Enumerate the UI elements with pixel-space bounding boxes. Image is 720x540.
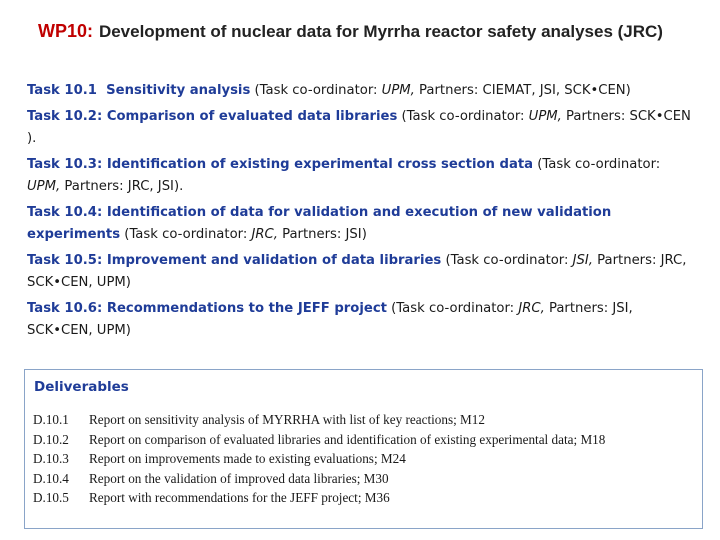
deliverables-list — [33, 410, 693, 508]
task-name: Identification of existing experimental cross section data — [106, 157, 534, 172]
task-item — [27, 106, 697, 150]
deliverable-text: Report on improvements made to existing evaluations; M24 — [89, 451, 406, 466]
task-coordinator: JSI, — [572, 253, 593, 268]
task-label: Task 10.1 — [27, 83, 97, 98]
task-coordinator-pre: (Task co-ordinator: — [445, 253, 573, 268]
task-item — [27, 202, 697, 246]
task-coordinator: JRC, — [251, 227, 278, 242]
deliverable-item — [33, 488, 693, 508]
task-list — [27, 80, 697, 346]
deliverable-code: D.10.4 — [33, 470, 69, 486]
task-label: Task 10.3: — [27, 157, 103, 172]
task-name: Comparison of evaluated data libraries — [106, 109, 398, 124]
deliverable-text: Report with recommendations for the JEFF project; M36 — [89, 490, 390, 505]
wp-number: WP10: — [38, 21, 94, 41]
task-partners: Partners: SCK•CEN ). — [27, 109, 691, 146]
wp-title: Development of nuclear data for Myrrha reactor safety analyses (JRC) — [98, 22, 663, 41]
deliverable-item — [33, 469, 693, 489]
task-partners: Partners: JSI, SCK•CEN, UPM) — [27, 301, 633, 338]
deliverable-item — [33, 410, 693, 430]
task-coordinator: JRC, — [518, 301, 545, 316]
task-coordinator: UPM, — [528, 109, 562, 124]
deliverable-text: Report on comparison of evaluated libraries and identification of existing experimental data; M18 — [89, 431, 606, 447]
task-item — [27, 298, 697, 342]
deliverable-text: Report on the validation of improved data libraries; M30 — [89, 470, 389, 486]
task-item — [27, 154, 697, 198]
deliverables-title: Deliverables — [34, 379, 129, 395]
task-name: Improvement and validation of data libraries — [106, 253, 442, 268]
task-partners: Partners: JRC, JSI). — [60, 179, 184, 194]
deliverable-code: D.10.3 — [33, 451, 69, 466]
task-item — [27, 80, 697, 102]
task-coordinator-pre: (Task co-ordinator: — [391, 301, 519, 316]
task-label: Task 10.4: — [27, 205, 103, 220]
task-partners: Partners: CIEMAT, JSI, SCK•CEN) — [414, 83, 631, 98]
task-partners: Partners: JSI) — [277, 227, 367, 242]
task-partners: Partners: JRC, SCK•CEN, UPM) — [27, 253, 687, 290]
deliverable-code: D.10.2 — [33, 431, 69, 447]
task-label: Task 10.2: — [27, 109, 103, 124]
task-coordinator-pre: (Task co-ordinator: — [401, 109, 529, 124]
task-name: Sensitivity analysis — [106, 83, 251, 98]
task-label: Task 10.5: — [27, 253, 103, 268]
deliverable-text: Report on sensitivity analysis of MYRRHA with list of key reactions; M12 — [89, 412, 485, 427]
deliverables-box — [24, 369, 703, 529]
task-coordinator: UPM, — [381, 83, 415, 98]
deliverable-item — [33, 430, 693, 450]
task-label: Task 10.6: — [27, 301, 103, 316]
task-name: Recommendations to the JEFF project — [106, 301, 387, 316]
task-name: Identification of data for validation and execution of new validation experiments — [27, 205, 612, 242]
deliverable-code: D.10.1 — [33, 412, 69, 427]
deliverable-code: D.10.5 — [33, 490, 69, 505]
task-coordinator-pre: (Task co-ordinator: — [124, 227, 252, 242]
page-title — [38, 21, 718, 42]
task-coordinator: UPM, — [27, 179, 61, 194]
deliverable-item — [33, 449, 693, 469]
task-item — [27, 250, 697, 294]
task-coordinator-pre: (Task co-ordinator: — [254, 83, 382, 98]
task-coordinator-pre: (Task co-ordinator: — [537, 157, 661, 172]
